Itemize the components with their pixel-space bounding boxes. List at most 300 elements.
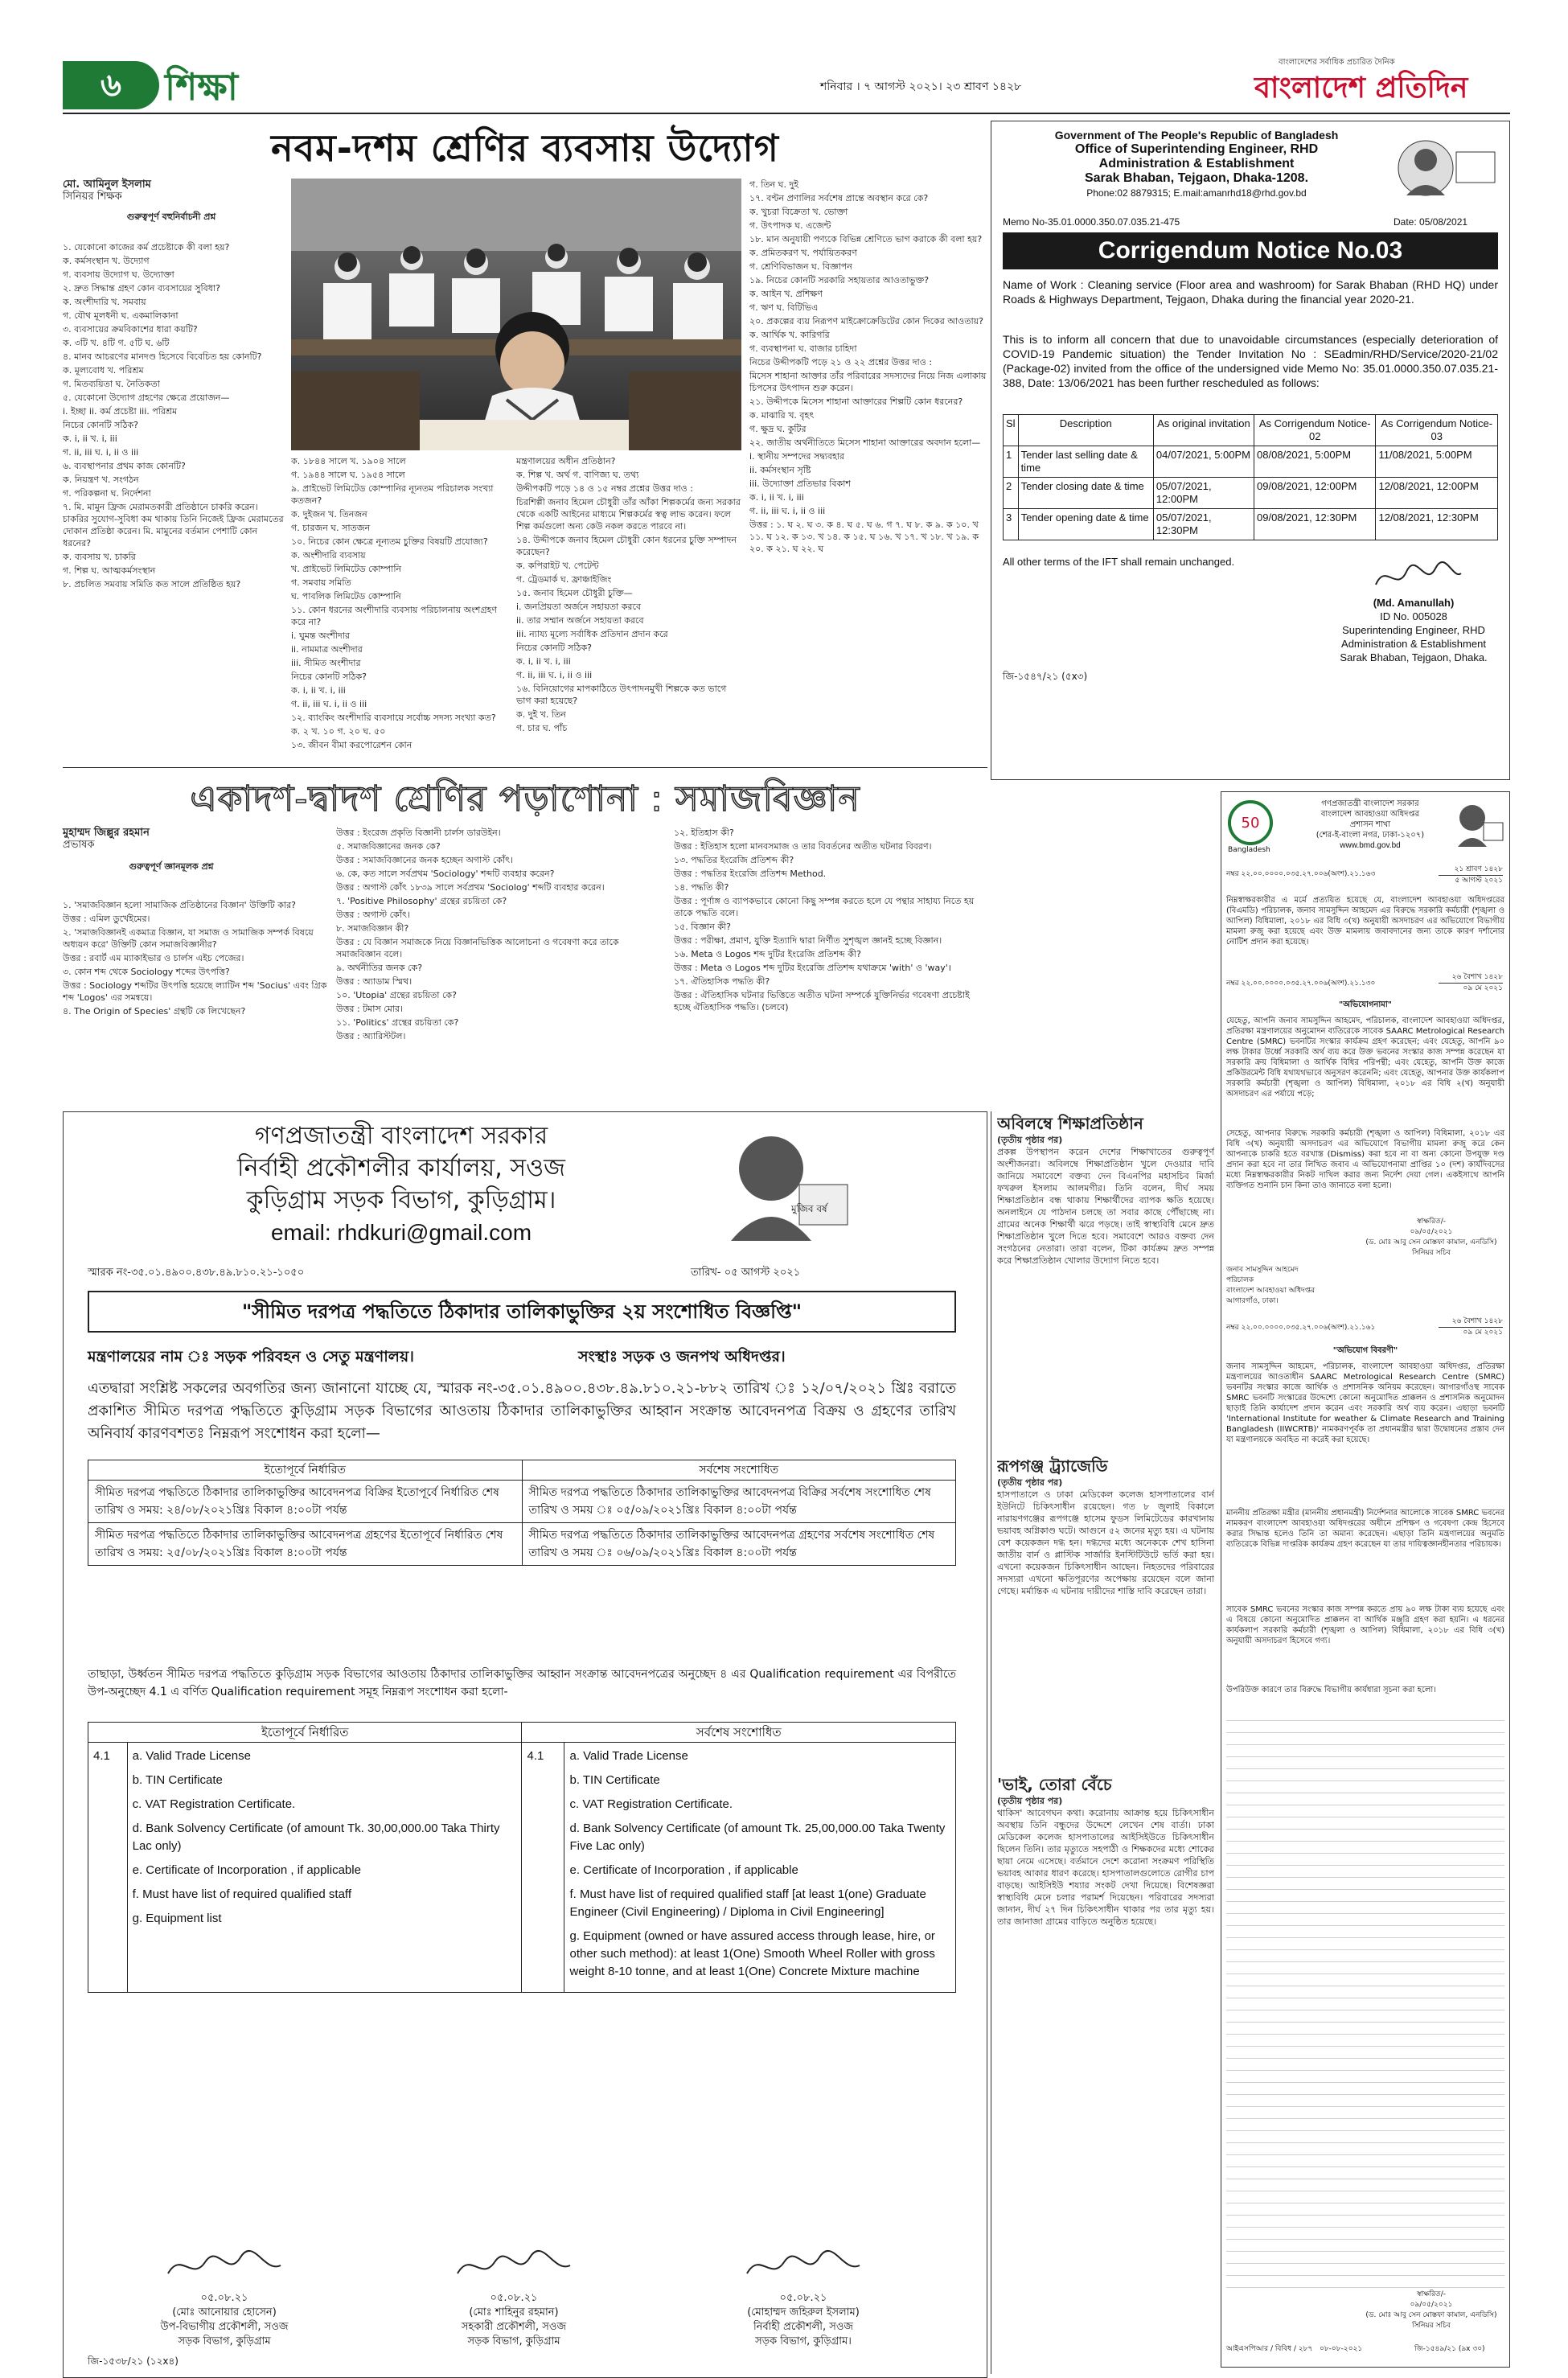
lesson1-col4-line: উত্তর : ১. ঘ ২. ঘ ৩. ক ৪. ঘ ৫. ঘ ৬. গ ৭. ঘ ৮. ক ৯. ক ১০. খ ১১. ঘ ১২. ক ১৩. খ ১৪. ক ১৫. ঘ ১৬. খ ১৭. খ ১৮. খ ১৯. ক ২০. ক ২১. ঘ ২২. ঘ bbox=[749, 520, 979, 554]
rhd-table-header: As original invitation bbox=[1153, 415, 1254, 446]
rhd-signer-id: ID No. 005028 bbox=[1380, 610, 1447, 622]
rhd-contact: Phone:02 8879315; E.mail:amanrhd18@rhd.gov.bd bbox=[1086, 187, 1307, 199]
lesson1-col1-line: ক. ব্যবসায় খ. চাকরি bbox=[63, 552, 136, 562]
meteo-memo2: নম্বর ২২.০০.০০০০.০৩৫.২৭.০০৬(অংশ).২১.১৩০ bbox=[1226, 980, 1376, 988]
signer-office: সড়ক বিভাগ, কুড়িগ্রাম। bbox=[755, 2335, 852, 2347]
lesson2-col3-line: ১৪. পদ্ধতি কী? bbox=[674, 882, 729, 893]
rhd-table-cell: Tender last selling date & time bbox=[1018, 446, 1153, 478]
lesson1-col1-line: ৮. প্রচলিত সমবায় সমিতি কত সালে প্রতিষ্ঠিত হয়? bbox=[63, 579, 241, 589]
page-number-badge: ৬ bbox=[63, 61, 159, 109]
lesson2-col2 bbox=[336, 827, 658, 1108]
rhd-schedule-table bbox=[1003, 414, 1498, 540]
rhd-table-header: Description bbox=[1018, 415, 1153, 446]
meteo-h2: বাংলাদেশ আবহাওয়া অধিদপ্তর bbox=[1320, 810, 1420, 819]
kurigram-memo: স্মারক নং-৩৫.০১.৪৯০০.৪৩৮.৪৯.৮১০.২১-১০৫০ bbox=[88, 1267, 305, 1279]
kurigram-h2: নির্বাহী প্রকৌশলীর কার্যালয়, সওজ bbox=[236, 1154, 565, 1182]
qualification-item: d. Bank Solvency Certificate (of amount Tk. 30,00,000.00 Taka Thirty Lac only) bbox=[132, 1821, 500, 1853]
lesson2-author: মুহাম্মদ জিল্লুর রহমান bbox=[63, 827, 150, 839]
t2-left-list bbox=[127, 1743, 522, 1993]
meteo-to3: বাংলাদেশ আবহাওয়া অধিদপ্তর bbox=[1226, 1287, 1316, 1295]
lesson2-col3-line: উত্তর : পূর্ণাঙ্গ ও ব্যাপকভাবে কোনো কিছু সম্পন্ন করতে হলে যে পন্থার সাহায্য নিতে হয় তাকে পদ্ধতি বলে। bbox=[674, 896, 975, 918]
mujib-borsho-logo bbox=[723, 1120, 852, 1241]
signer-name: (মোঃ আনোয়ার হোসেন) bbox=[172, 2306, 277, 2318]
lesson1-col1-line: ক. কর্মসংস্থান খ. উদ্যোগ bbox=[63, 256, 150, 266]
paper-tagline: বাংলাদেশের সর্বাধিক প্রচারিত দৈনিক bbox=[1279, 58, 1395, 67]
lesson1-col4-line: i. স্থানীয় সম্পদের সদ্ব্যবহার bbox=[749, 451, 845, 462]
news3-sub: (তৃতীয় পৃষ্ঠার পর) bbox=[997, 1796, 1063, 1806]
meteo-date3b: ০৯ মে ২০২১ bbox=[1463, 1329, 1503, 1337]
lesson1-col4-line: গ. ক্ষুদ্র ঘ. কুটির bbox=[749, 424, 807, 434]
meteo-sub2: "অভিযোগ বিবরণী" bbox=[1332, 1346, 1398, 1355]
mujib-borsho-label: মুজিব বর্ষ bbox=[791, 1203, 827, 1214]
qualification-item: f. Must have list of required qualified staff bbox=[132, 1887, 351, 1901]
rhd-table-row bbox=[1004, 509, 1498, 540]
lesson2-col2-line: উত্তর : সমাজবিজ্ঞানের জনক হচ্ছেন অগাস্ট কোঁৎ। bbox=[336, 855, 513, 865]
rhd-table-cell: 05/07/2021, 12:00PM bbox=[1153, 478, 1254, 509]
lesson1-col2-line: ১৩. জীবন বীমা করপোরেশন কোন bbox=[291, 740, 413, 750]
lesson2-col2-line: উত্তর : ইংরেজ প্রকৃতি বিজ্ঞানী চার্লস ডারউইন। bbox=[336, 828, 501, 838]
lesson1-col2-line: গ. চারজন ঘ. সাতজন bbox=[291, 523, 371, 533]
lesson1-col1-line: ক. মূল্যবোধ খ. পরিশ্রম bbox=[63, 365, 144, 376]
lesson1-col1-line: ৫. যেকোনো উদ্যোগ গ্রহণের ক্ষেত্রে প্রয়োজন— bbox=[63, 392, 230, 403]
lesson1-col1-line: গ. শিল্প ঘ. আত্মকর্মসংস্থান bbox=[63, 565, 156, 576]
meteo-para5: মাননীয় প্রতিরক্ষা মন্ত্রীর (মাননীয় প্রধানমন্ত্রী) নির্দেশনার আলোকে সাবেক SMRC ভবনের নামকরণ বাংলাদেশ আবহাওয়া অধিদপ্তরের অধীনে প্রশিক্ষণ ও গবেষণা কেন্দ্র হিসেবে করার সিদ্ধান্ত হলেও তিনি তা অমান্য করেছেন। এছাড়া তিনি মন্ত্রণালয়ের অনুমতি ব্যতিরেকে বিভিন্ন দাপ্তরিক কার্যক্রম গ্রহণ করেছেন যা তার দায়িত্বজ্ঞানহীনতার পরিচায়ক। bbox=[1226, 1509, 1504, 1549]
lesson1-col1-line: ক. ৩টি খ. ৪টি গ. ৫টি ঘ. ৬টি bbox=[63, 338, 170, 348]
meteo-memo1: নম্বর ২২.০০.০০০০.০৩৫.২৭.০০৬(অংশ).২১.১৬৩ bbox=[1226, 870, 1376, 878]
rhd-table-cell: 12/08/2021, 12:00PM bbox=[1376, 478, 1498, 509]
rhd-table-cell: 1 bbox=[1004, 446, 1019, 478]
lesson2-col1-line: ৪. The Origin of Species' গ্রন্থটি কে লিখেছেন? bbox=[63, 1006, 246, 1017]
lesson1-col2-line: ৯. প্রাইভেট লিমিটেড কোম্পানির ন্যূনতম পরিচালক সংখ্যা কতজন? bbox=[291, 483, 494, 506]
lesson1-col2-line: ক. ২ খ. ১০ গ. ২০ ঘ. ৫০ bbox=[291, 726, 386, 737]
meteo-sign1b: ০৯/০৫/২০২১ bbox=[1410, 1228, 1453, 1236]
news2-sub: (তৃতীয় পৃষ্ঠার পর) bbox=[997, 1477, 1063, 1488]
signature-scribble bbox=[739, 2246, 868, 2286]
lesson1-col2-line: i. ঘুমন্ত অংশীদার bbox=[291, 630, 350, 641]
rhd-address: Sarak Bhaban, Tejgaon, Dhaka-1208. bbox=[1084, 171, 1309, 185]
rhd-table-cell: 04/07/2021, 5:00PM bbox=[1153, 446, 1254, 478]
lesson1-col1-line: i. ইচ্ছা ii. কর্ম প্রচেষ্টা iii. পরিশ্রম bbox=[63, 406, 178, 417]
lesson2-designation: প্রভাষক bbox=[63, 839, 95, 851]
qualification-item: f. Must have list of required qualified staff [at least 1(one) Graduate Engineer (Civil Engineering) / Diploma in Civil Engineering] bbox=[569, 1887, 926, 1919]
lesson2-col2-line: উত্তর : টমাস মোর। bbox=[336, 1004, 403, 1014]
signer-date: ০৫.০৮.২১ bbox=[200, 2292, 248, 2304]
section-name: শিক্ষা bbox=[165, 65, 238, 109]
lesson1-col3-line: ১৬. বিনিয়োগের মাপকাঠিতে উৎপাদনমুখী শিল্পকে কত ভাগে ভাগ করা হয়েছে? bbox=[516, 684, 727, 706]
meteo-h4: (শের-ই-বাংলা নগর, ঢাকা-১২০৭) bbox=[1316, 831, 1425, 840]
lesson1-col4-line: ক. প্রমিতকরণ খ. পর্যায়িতকরণ bbox=[749, 248, 857, 258]
rhd-signature bbox=[1369, 556, 1466, 596]
lesson1-col2-line: ক. অংশীদারি ব্যবসায় bbox=[291, 550, 366, 561]
lesson1-bottom-rule bbox=[63, 767, 987, 768]
lesson1-col4-line: ক. আর্থিক খ. কারিগরি bbox=[749, 330, 830, 340]
signature-scribble bbox=[160, 2246, 289, 2286]
meteo-date1 bbox=[1439, 865, 1503, 886]
meteo-sign2c: (ড. মোঃ আবু সেন মোস্তফা কামাল, এনডিসি) bbox=[1365, 2311, 1497, 2319]
lesson1-col2-line: ঘ. পাবলিক লিমিটেড কোম্পানি bbox=[291, 591, 401, 602]
lesson2-col3-line: ১৫. বিজ্ঞান কী? bbox=[674, 922, 731, 932]
kurigram-para2: তাছাড়া, উর্ধ্বতন সীমিত দরপত্র পদ্ধতিতে কুড়িগ্রাম সড়ক বিভাগের আওতায় ঠিকাদার তালিকাভুক্তির আহ্বান সংক্রান্ত আবেদনপত্রের অনুচ্ছেদ ৪ এর Qualification requirement এর বিপরীতে উপ-অনুচ্ছেদ 4.1 এ বর্ণিত Qualification requirement সমূহ নিম্নরূপ সংশোধন করা হলো- bbox=[88, 1668, 956, 1698]
meteo-to bbox=[1226, 1265, 1315, 1307]
lesson1-col4-line: ১৮. মান অনুযায়ী পণ্যকে বিভিন্ন শ্রেণিতে ভাগ করাকে কী বলা হয়? bbox=[749, 234, 983, 244]
lesson1-col4-line: গ. ব্যবস্থাপনা ঘ. বাজার চাহিদা bbox=[749, 343, 857, 354]
qualification-item: a. Valid Trade License bbox=[569, 1749, 688, 1763]
kurigram-date: তারিখ- ০৫ আগস্ট ২০২১ bbox=[691, 1267, 801, 1279]
lesson2-col2-line: ৯. অর্থনীতির জনক কে? bbox=[336, 963, 423, 973]
rhd-office1: Office of Superintending Engineer, RHD bbox=[1074, 142, 1319, 156]
rhd-table-cell: Tender opening date & time bbox=[1018, 509, 1153, 540]
meteo-memo3: নম্বর ২২.০০.০০০০.০৩৫.২৭.০০৬(অংশ).২১.১৬১ bbox=[1226, 1324, 1376, 1332]
lesson2-col1-line: উত্তর : এমিল ডুর্খেইমের। bbox=[63, 914, 150, 924]
meteo-date1b: ৫ আগস্ট ২০২১ bbox=[1455, 877, 1503, 885]
news3-body: থাকিস' আবেগঘন কথা। করোনায় আক্রান্ত হয়ে চিকিৎসাধীন অবস্থায় তিনি বন্ধুদের উদ্দেশে লেখেন শেষ বার্তা। ঢাকা মেডিকেল কলেজ হাসপাতালের আইসিইউতে চিকিৎসাধীন ছিলেন তিনি। তার মৃত্যুতে সহপাঠী ও শিক্ষকদের মধ্যে শোকের ছায়া নেমে এসেছে। বর্তমানে দেশে করোনা সংক্রমণ পরিস্থিতি ভয়াবহ আকার ধারণ করেছে। হাসপাতালগুলোতে রোগীর চাপ বাড়ছে। আইসিইউ শয্যার সংকট দেখা দিয়েছে। বিশেষজ্ঞরা স্বাস্থ্যবিধি মেনে চলার পরামর্শ দিয়েছেন। পরিবারের সদস্যরা জানান, দীর্ঘ ২৭ দিন চিকিৎসাধীন থাকার পর তার মৃত্যু হয়। তার জানাজা গ্রামের বাড়িতে অনুষ্ঠিত হয়েছে। bbox=[997, 1808, 1214, 1927]
meteo-ref-1: আইএসপিআর / বিবিধ / ২৮৭ bbox=[1226, 2345, 1313, 2353]
qualification-item: c. VAT Registration Certificate. bbox=[569, 1797, 733, 1811]
t1-head-new: সর্বশেষ সংশোধিত bbox=[522, 1460, 956, 1481]
lesson1-col4-line: ২০. প্রকল্পের ব্যয় নিরূপণ মাইক্রোক্রেডিটের কোন দিকের আওতায়? bbox=[749, 316, 983, 327]
lesson1-col2-line: ক. দুইজন খ. তিনজন bbox=[291, 509, 367, 520]
rhd-header bbox=[1024, 128, 1369, 200]
lesson1-col1-line: গ. ii, iii ঘ. i, ii ও iii bbox=[63, 447, 139, 458]
lesson1-col1-line: ক. নিয়ন্ত্রণ খ. সংগঠন bbox=[63, 474, 139, 485]
signer-office: সড়ক বিভাগ, কুড়িগ্রাম bbox=[467, 2335, 560, 2347]
meteo-date1a: ২১ শ্রাবণ ১৪২৮ bbox=[1439, 865, 1503, 876]
lesson1-col1-line: নিচের কোনটি সঠিক? bbox=[63, 420, 138, 430]
lesson2-author-block bbox=[63, 827, 280, 873]
rhd-ref: জি-১৫৪৭/২১ (৫x৩) bbox=[1003, 671, 1088, 682]
meteo-body-text-lines bbox=[1226, 1709, 1504, 2288]
lesson2-col2-line: ১০. 'Utopia' গ্রন্থের রচয়িতা কে? bbox=[336, 990, 457, 1000]
meteo-para7: উপরিউক্ত কারণে তার বিরুদ্ধে বিভাগীয় কার্যধারা সূচনা করা হলো। bbox=[1226, 1686, 1436, 1694]
lesson1-col1-line: ১. যেকোনো কাজের কর্ম প্রচেষ্টাকে কী বলা হয়? bbox=[63, 242, 230, 253]
exam-hall-photo bbox=[291, 179, 741, 450]
rhd-table-cell: 09/08/2021, 12:00PM bbox=[1254, 478, 1376, 509]
lesson1-col4 bbox=[749, 179, 987, 766]
meteo-sub1: "অভিযোগনামা" bbox=[1339, 1000, 1392, 1009]
lesson1-col1-line: ক. i, ii খ. i, iii bbox=[63, 433, 117, 444]
lesson1-col4-line: গ. তিন ঘ. দুই bbox=[749, 179, 798, 190]
rhd-title: Corrigendum Notice No.03 bbox=[1003, 232, 1498, 269]
qualification-item: b. TIN Certificate bbox=[569, 1773, 660, 1787]
rhd-table-row bbox=[1004, 478, 1498, 509]
lesson1-col2-line: ১০. নিচের কোন ক্ষেত্রে নূন্যতম চুক্তির বিষয়টি প্রযোজ্য? bbox=[291, 536, 488, 547]
lesson1-col3-line: ক. i, ii খ. i, iii bbox=[516, 656, 571, 667]
kurigram-signers bbox=[88, 2246, 956, 2351]
lesson1-title: নবম-দশম শ্রেণির ব্যবসায় উদ্যোগ bbox=[271, 126, 779, 170]
news3-title: 'ভাই, তোরা বেঁচে bbox=[997, 1775, 1112, 1794]
signer-name: (মোহাম্মদ জহিরুল ইসলাম) bbox=[747, 2306, 860, 2318]
signer-block bbox=[88, 2246, 361, 2349]
t1-r1-prev: সীমিত দরপত্র পদ্ধতিতে ঠিকাদার তালিকাভুক্তির আবেদনপত্র বিক্রির ইতোপূর্বে নির্ধারিত শেষ তারিখ ও সময়: ২৪/০৮/২০২১খ্রিঃ বিকাল ৪:০০টা পর্যন্ত bbox=[88, 1481, 523, 1523]
rhd-corrigendum-notice bbox=[991, 121, 1510, 780]
qualification-item: e. Certificate of Incorporation , if applicable bbox=[132, 1863, 361, 1877]
lesson2-col3-line: ১৭. ঐতিহাসিক পদ্ধতি কী? bbox=[674, 976, 770, 987]
lesson1-col1 bbox=[63, 241, 284, 764]
lesson2-col2-line: উত্তর : অগাস্ট কোঁৎ। bbox=[336, 910, 410, 920]
lesson1-col2-line: ক. i, ii খ. i, iii bbox=[291, 685, 346, 696]
lesson1-col1-line: গ. পরিকল্পনা ঘ. নির্দেশনা bbox=[63, 488, 151, 499]
lesson2-col3-line: উত্তর : ঐতিহাসিক ঘটনার ভিত্তিতে অতীত ঘটনা সম্পর্কে যুক্তিনির্ভর গবেষণা প্রচেষ্টাই হচ্ছে ঐতিহাসিক পদ্ধতি। (চলবে) bbox=[674, 990, 970, 1012]
lesson2-col3-line: উত্তর : পদ্ধতির ইংরেজি প্রতিশব্দ Method. bbox=[674, 869, 827, 879]
signer-date: ০৫.০৮.২১ bbox=[779, 2292, 827, 2304]
lesson1-col3-line: উদ্দীপকটি পড়ে ১৪ ও ১৫ নম্বর প্রশ্নের উত্তর দাও : bbox=[516, 483, 693, 494]
lesson1-col1-line: ৩. ব্যবসায়ের ক্রমবিকাশের ধারা কয়টি? bbox=[63, 324, 198, 335]
lesson1-col3-line: ক. দুই খ. তিন bbox=[516, 709, 566, 720]
signature-scribble bbox=[449, 2246, 578, 2286]
kurigram-ref: জি-১৫৩৮/২১ (১২x৪) bbox=[88, 2355, 179, 2367]
meteo-sign1a: স্বাক্ষরিত/- bbox=[1417, 1218, 1446, 1226]
lesson1-col4-line: ক. আইন খ. প্রশিক্ষণ bbox=[749, 289, 823, 299]
lesson2-col2-line: উত্তর : যে বিজ্ঞান সমাজকে নিয়ে বিজ্ঞানভিত্তিক আলোচনা ও গবেষণা করে তাকে সমাজবিজ্ঞান বলে। bbox=[336, 937, 619, 959]
meteo-h1: গণপ্রজাতন্ত্রী বাংলাদেশ সরকার bbox=[1321, 799, 1419, 808]
lesson1-col3-line: i. জনপ্রিয়তা অর্জনে সহায়তা করবে bbox=[516, 602, 642, 612]
lesson1-col4-line: গ. ii, iii ঘ. i, ii ও iii bbox=[749, 506, 826, 516]
rhd-signer-title1: Superintending Engineer, RHD bbox=[1342, 624, 1485, 636]
lesson2-col1-line: উত্তর : Sociology শব্দটির উৎপত্তি হয়েছে ল্যাটিন শব্দ 'Socius' এবং গ্রিক শব্দ 'Logos' এর সমন্বয়ে। bbox=[63, 980, 327, 1003]
lesson2-col2-line: ৮. সমাজবিজ্ঞান কী? bbox=[336, 923, 409, 934]
lesson1-col1-line: গ. ব্যবসায় উদ্যোগ ঘ. উদ্যোক্তা bbox=[63, 269, 174, 280]
kurigram-title: "সীমিত দরপত্র পদ্ধতিতে ঠিকাদার তালিকাভুক্তির ২য় সংশোধিত বিজ্ঞপ্তি" bbox=[88, 1291, 956, 1333]
qualification-item: g. Equipment (owned or have assured access through lease, hire, or other such method): at least 1(One) Smooth Wheel Roller with gross weight 8-10 tonne, and at least 1(One) Concrete Mixture machine bbox=[569, 1929, 935, 1978]
kurigram-h3: কুড়িগ্রাম সড়ক বিভাগ, কুড়িগ্রাম। bbox=[246, 1186, 556, 1214]
rhd-signer-addr: Sarak Bhaban, Tejgaon, Dhaka. bbox=[1340, 651, 1488, 663]
masthead-rule bbox=[63, 113, 1510, 114]
t2-right-list bbox=[564, 1743, 956, 1993]
lesson1-col3-line: মন্ত্রণালয়ের অধীন প্রতিষ্ঠান? bbox=[516, 456, 616, 466]
rhd-table-cell: 08/08/2021, 5:00PM bbox=[1254, 446, 1376, 478]
rhd-table-cell: 2 bbox=[1004, 478, 1019, 509]
lesson2-col3-line: ১৬. Meta ও Logos শব্দ দুটির ইংরেজি প্রতিশব্দ কী? bbox=[674, 949, 861, 959]
rhd-work: Name of Work : Cleaning service (Floor area and washroom) for Sarak Bhaban (RHD HQ) under Roads & Highways Department, Tejgaon, Dhaka during the financial year 2020-21. bbox=[1003, 278, 1498, 306]
meteo-ref bbox=[1226, 2344, 1362, 2355]
rhd-table-cell: 09/08/2021, 12:30PM bbox=[1254, 509, 1376, 540]
lesson1-col2 bbox=[291, 455, 508, 765]
news2-title: রূপগঞ্জ ট্র্যাজেডি bbox=[997, 1456, 1108, 1476]
rhd-table-cell: 3 bbox=[1004, 509, 1019, 540]
lesson1-col1-line: ২. দ্রুত সিদ্ধান্ত গ্রহণ কোন ব্যবসায়ের সুবিধা? bbox=[63, 283, 220, 294]
lesson1-col2-line: ii. নামমাত্র অংশীদার bbox=[291, 644, 363, 655]
meteo-to4: আগারগাঁও, ঢাকা। bbox=[1226, 1297, 1279, 1305]
lesson1-col3-line: iii. ন্যায্য মূল্যে সর্বাধিক প্রতিদান প্রদান করে bbox=[516, 629, 668, 639]
meteo-header bbox=[1294, 799, 1447, 851]
qualification-item: g. Equipment list bbox=[132, 1912, 222, 1925]
lesson1-col4-line: গ. শ্রেণিবিভাজন ঘ. বিজ্ঞাপন bbox=[749, 261, 852, 272]
lesson1-col4-line: ১৭. বণ্টন প্রণালির সর্বশেষ প্রান্তে অবস্থান করে কে? bbox=[749, 193, 929, 203]
news1-sub: (তৃতীয় পৃষ্ঠার পর) bbox=[997, 1135, 1063, 1145]
rhd-table-cell: 12/08/2021, 12:30PM bbox=[1376, 509, 1498, 540]
rhd-signer-title2: Administration & Establishment bbox=[1341, 638, 1486, 650]
lesson2-col1 bbox=[63, 899, 328, 1108]
rhd-memo: Memo No-35.01.0000.350.07.035.21-475 bbox=[1003, 216, 1180, 228]
lesson1-col3-line: চিরশিল্পী জনাব হিমেল চৌধুরী তাঁর আঁকা শিল্পকর্মের জন্য সরকার থেকে একটি আইনের মাধ্যমে শিল্পকর্মের স্বত্ব লাভ করেন। ফলে শিল্প কর্মগুলো অন্য কেউ নকল করতে পারবে না। bbox=[516, 497, 741, 532]
signer-date: ০৫.০৮.২১ bbox=[490, 2292, 538, 2304]
lesson2-col3-line: উত্তর : পরীক্ষা, প্রমাণ, যুক্তি ইত্যাদি দ্বারা নির্ণীত সুশৃঙ্খল জ্ঞানই হচ্ছে বিজ্ঞান। bbox=[674, 935, 942, 946]
meteo-date3 bbox=[1439, 1316, 1503, 1338]
t1-r2-new: সীমিত দরপত্র পদ্ধতিতে ঠিকাদার তালিকাভুক্তির আবেদনপত্র গ্রহণের সর্বশেষ সংশোধিত শেষ তারিখ ও সময় ঃ ০৬/০৯/২০২১খ্রিঃ বিকাল ৪:০০টা পর্যন্ত bbox=[522, 1523, 956, 1566]
t1-head-prev: ইতোপূর্বে নির্ধারিত bbox=[88, 1460, 523, 1481]
lesson1-author: মো. আমিনুল ইসলাম bbox=[63, 179, 151, 191]
rhd-table-cell: 05/07/2021, 12:30PM bbox=[1153, 509, 1254, 540]
lesson1-col4-line: গ. উৎপাদক ঘ. এজেন্ট bbox=[749, 220, 831, 231]
lesson1-col4-line: ক. খুচরা বিক্রেতা খ. ভোক্তা bbox=[749, 207, 848, 217]
rhd-table-header: As Corrigendum Notice-02 bbox=[1254, 415, 1376, 446]
lesson2-col1-line: ১. 'সমাজবিজ্ঞান হলো সামাজিক প্রতিষ্ঠানের বিজ্ঞান' উক্তিটি কার? bbox=[63, 900, 297, 910]
lesson2-col3-line: ১২. ইতিহাস কী? bbox=[674, 828, 734, 838]
lesson1-col2-line: গ. সমবায় সমিতি bbox=[291, 577, 351, 588]
lesson1-col4-line: ১৯. নিচের কোনটি সরকারি সহায়তার আওতাভুক্ত? bbox=[749, 275, 930, 285]
exam-hall-illustration bbox=[291, 179, 741, 450]
qualification-item: a. Valid Trade License bbox=[132, 1749, 251, 1763]
lesson1-col3-line: ক. কপিরাইট খ. পেটেন্ট bbox=[516, 561, 599, 571]
news-story-1 bbox=[997, 1113, 1214, 1451]
meteo-date2 bbox=[1439, 972, 1503, 994]
rhd-table-cell: 11/08/2021, 5:00PM bbox=[1376, 446, 1498, 478]
rhd-table-cell: Tender closing date & time bbox=[1018, 478, 1153, 509]
lesson1-col3-line: ii. তার সম্মান অর্জনে সহায়তা করবে bbox=[516, 615, 644, 626]
lesson2-col2-line: ৬. কে, কত সালে সর্বপ্রথম 'Sociology' শব্দটি ব্যবহার করেন? bbox=[336, 869, 555, 879]
lesson1-col3-line: গ. চার ঘ. পাঁচ bbox=[516, 723, 568, 733]
meteo-date3a: ২৬ বৈশাখ ১৪২৮ bbox=[1439, 1316, 1503, 1328]
meteo-logo-left bbox=[1226, 799, 1291, 847]
signer-title: নির্বাহী প্রকৌশলী, সওজ bbox=[753, 2321, 854, 2333]
kurigram-email: email: rhdkuri@gmail.com bbox=[270, 1220, 532, 1245]
rhd-date: Date: 05/08/2021 bbox=[1394, 216, 1468, 228]
meteo-sign1d: সিনিয়র সচিব bbox=[1412, 1249, 1451, 1257]
meteo-sign1 bbox=[1358, 1217, 1504, 1259]
meteo-sign2a: স্বাক্ষরিত/- bbox=[1417, 2290, 1446, 2298]
t1-r1-new: সীমিত দরপত্র পদ্ধতিতে ঠিকাদার তালিকাভুক্তির আবেদনপত্র বিক্রির সর্বশেষ সংশোধিত শেষ তারিখ ও সময় ঃ ০৫/০৯/২০২১খ্রিঃ বিকাল ৪:০০টা পর্যন্ত bbox=[522, 1481, 956, 1523]
lesson2-col2-line: উত্তর : অ্যাডাম স্মিথ। bbox=[336, 976, 413, 987]
lesson1-col2-line: ক. ১৮৪৪ সালে খ. ১৯০৪ সালে bbox=[291, 456, 406, 466]
rhd-body: This is to inform all concern that due to unavoidable circumstances (especially deterioration of COVID-19 Pandemic situation) the Tender Invitation No : SEadmin/RHD/Service/2020-21/02 (Package-02) invited from the office of the undersigned vide Memo No: 35.01.0000.350.07.035.21-388, Date: 13/06/2021 has been further rescheduled as follows: bbox=[1003, 333, 1498, 389]
lesson1-col2-line: গ. ii, iii ঘ. i, ii ও iii bbox=[291, 699, 367, 709]
news2-body: হাসপাতালে ও ঢাকা মেডিকেল কলেজ হাসপাতালের বার্ন ইউনিটে চিকিৎসাধীন রয়েছেন। গত ৮ জুলাই বিকালে নারায়ণগঞ্জের রূপগঞ্জে হাসেম ফুডস লিমিটেডের কারখানায় ভয়াবহ অগ্নিকাণ্ড ঘটে। আগুনে ৫২ জনের মৃত্যু হয়। এ ঘটনায় বেশ কয়েকজন দগ্ধ হন। দগ্ধদের মধ্যে অনেককে শেখ হাসিনা জাতীয় বার্ন ও প্লাস্টিক সার্জারি ইনস্টিটিউটে ভর্তি করা হয়। এখনো কয়েকজন চিকিৎসাধীন আছেন। নিহতদের পরিবারের সদস্যরা এখনো ক্ষতিপূরণের অপেক্ষায় রয়েছেন বলে জানা গেছে। মর্মান্তিক এ ঘটনায় দায়ীদের শাস্তি দাবি করেছেন তারা। bbox=[997, 1489, 1214, 1596]
kurigram-h1: গণপ্রজাতন্ত্রী বাংলাদেশ সরকার bbox=[254, 1122, 548, 1150]
lesson1-col1-line: ৭. মি. মামুন ফ্রিজ মেরামতকারী প্রতিষ্ঠানে চাকরি করেন। চাকরির সুযোগ-সুবিধা কম থাকায় তিনি নিজেই ফ্রিজ মেরামতের দোকান প্রতিষ্ঠা করেন। মি. মামুনের বর্তমান পেশাটি কোন ধরনের? bbox=[63, 502, 284, 548]
lesson1-col4-line: মিসেস শাহানা আক্তার তাঁর পরিবারের সদস্যদের নিয়ে নিজ এলাকায় চিপসের উৎপাদন শুরু করেন। bbox=[749, 371, 987, 393]
meteo-sign2d: সিনিয়র সচিব bbox=[1412, 2322, 1451, 2330]
lesson2-col3-line: উত্তর : ইতিহাস হলো মানবসমাজ ও তার বিবর্তনের অতীত ঘটনার বিবরণ। bbox=[674, 841, 932, 852]
meteo-notice bbox=[1221, 791, 1510, 2368]
signer-name: (মোঃ শাহিনুর রহমান) bbox=[469, 2306, 559, 2318]
signer-block bbox=[667, 2246, 940, 2349]
lesson1-col2-line: ১২. ব্যাংকিং অংশীদারি ব্যবসায়ে সর্বোচ্চ সদস্য সংখ্যা কত? bbox=[291, 713, 496, 723]
lesson1-col1-line: ৬. ব্যবস্থাপনার প্রথম কাজ কোনটি? bbox=[63, 461, 186, 471]
news1-title: অবিলম্বে শিক্ষাপ্রতিষ্ঠান bbox=[997, 1114, 1143, 1133]
meteo-para1: নিম্নস্বাক্ষরকারীর এ মর্মে প্রত্যয়িত হয়েছে যে, বাংলাদেশ আবহাওয়া অধিদপ্তরের (বিএমডি) পরিচালক, জনাব সামসুদ্দিন আহমেদ এর বিরুদ্ধে সরকারি কর্মচারী (শৃঙ্খলা ও আপিল) বিধিমালা, ২০১৮ এর বিধি ৩(খ) অনুযায়ী অসদাচরণ এর অভিযোগে বিভাগীয় মামলা রুজু করা হয়েছে এবং উক্ত মামলায় জবাবদানের জন্য তাকে কারণ দর্শানোর নোটিশ প্রদান করা হয়েছে। bbox=[1226, 896, 1504, 947]
meteo-para3: সেহেতু, আপনার বিরুদ্ধে সরকারি কর্মচারী (শৃঙ্খলা ও আপিল) বিধিমালা, ২০১৮ এর বিধি ৩(খ) অনুযায়ী অসদাচরণ এর অভিযোগে বিভাগীয় মামলা রুজু করে কেন আপনাকে চাকরি হতে বরখাস্ত (Dismiss) করা হবে না বা অন্য কোনো উপযুক্ত দণ্ড প্রদান করা হবে না তার লিখিত জবাব এ অভিযোগনামা প্রাপ্তির ১০ (দশ) কার্যদিবসের মধ্যে নিম্নস্বাক্ষরকারীর নিকট দাখিল করার জন্য নির্দেশ দেয়া গেল। একইসাথে আপনি ব্যক্তিগত শুনানি চান কিনা তাও জানাতে বলা হলো। bbox=[1226, 1129, 1504, 1190]
lesson2-col2-line: উত্তর : অগাস্ট কোঁৎ ১৮৩৯ সালে সর্বপ্রথম 'Sociolog' শব্দটি ব্যবহার করেন। bbox=[336, 882, 605, 893]
kurigram-tender-notice bbox=[63, 1111, 987, 2378]
kurigram-header bbox=[96, 1120, 707, 1249]
lesson2-col1-line: উত্তর : রবার্ট এম ম্যাকাইভার ও চার্লস এইচ পেজের। bbox=[63, 953, 244, 963]
lesson1-col2-line: খ. প্রাইভেট লিমিটেড কোম্পানি bbox=[291, 564, 402, 574]
kurigram-intro: এতদ্বারা সংশ্লিষ্ট সকলের অবগতির জন্য জানানো যাচ্ছে যে, স্মারক নং-৩৫.০১.৪৯০০.৪৩৮.৪৯.৮১০.২১-৮৮২ তারিখ ঃ ১২/০৭/২০২১ খ্রিঃ বরাতে প্রকাশিত সীমিত দরপত্র পদ্ধতিতে কুড়িগ্রাম সড়ক বিভাগের আওতায় ঠিকাদার তালিকাভুক্তির আহ্বান সংক্রান্ত আবেদনপত্র বিক্রয় ও গ্রহণের তারিখ অনিবার্য কারণবশতঃ নিম্নরূপ সংশোধন করা হলো— bbox=[88, 1380, 956, 1442]
rhd-gov: Government of The People's Republic of Bangladesh bbox=[1054, 129, 1339, 142]
lesson1-col3 bbox=[516, 455, 741, 765]
lesson1-col4-line: ii. কর্মসংস্থান সৃষ্টি bbox=[749, 465, 811, 475]
rhd-footer-note: All other terms of the IFT shall remain unchanged. bbox=[1003, 556, 1235, 568]
signer-title: সহকারী প্রকৌশলী, সওজ bbox=[461, 2321, 567, 2333]
news1-body: প্রকল্প উপস্থাপন করেন দেশের শিক্ষাখাতের গুরুত্বপূর্ণ অংশীজনরা। অবিলম্বে শিক্ষাপ্রতিষ্ঠান খুলে দেওয়ার দাবি জানিয়ে সমাবেশে বক্তব্য দেন বিএনপির মহাসচিব মির্জা ফখরুল ইসলাম আলমগীর। তিনি বলেন, দীর্ঘ সময় শিক্ষাপ্রতিষ্ঠান বন্ধ থাকায় শিক্ষার্থীদের ব্যাপক ক্ষতি হয়েছে। অনলাইনে যে পাঠদান চলছে তা সবার কাছে পৌঁছাচ্ছে না। গ্রামের অনেক শিক্ষার্থী ঝরে পড়ছে। তাই স্বাস্থ্যবিধি মেনে দ্রুত শিক্ষাপ্রতিষ্ঠান খুলে দিতে হবে। সমাবেশে আরও বক্তব্য দেন সংগঠনের নেতারা। তারা বলেন, টিকা কার্যক্রম দ্রুত সম্পন্ন করে শিক্ষাপ্রতিষ্ঠান খোলার উদ্যোগ নিতে হবে। bbox=[997, 1147, 1214, 1266]
lesson1-col4-line: ক. i, ii খ. i, iii bbox=[749, 492, 804, 503]
meteo-to1: জনাব সামসুদ্দিন আহমেদ bbox=[1226, 1266, 1299, 1274]
lesson2-col3-line: ১৩. পদ্ধতির ইংরেজি প্রতিশব্দ কী? bbox=[674, 855, 794, 865]
lesson1-col3-line: গ. ট্রেডমার্ক ঘ. ফ্রাঞ্চাইজিং bbox=[516, 574, 612, 585]
meteo-date2b: ০৯ মে ২০২১ bbox=[1463, 984, 1503, 992]
meteo-to2: পরিচালক bbox=[1226, 1276, 1254, 1284]
meteo-ref-2: ০৮-০৮-২০২১ bbox=[1319, 2345, 1363, 2353]
lesson1-col2-line: নিচের কোনটি সঠিক? bbox=[291, 672, 367, 682]
signer-title: উপ-বিভাগীয় প্রকৌশলী, সওজ bbox=[160, 2321, 289, 2333]
lesson2-col2-line: উত্তর : অ্যারিস্টটল। bbox=[336, 1031, 406, 1041]
issue-date: শনিবার । ৭ আগস্ট ২০২১। ২৩ শ্রাবণ ১৪২৮ bbox=[820, 80, 1022, 93]
qualification-item: d. Bank Solvency Certificate (of amount Tk. 25,00,000.00 Taka Twenty Five Lac only) bbox=[569, 1821, 946, 1853]
news-story-3 bbox=[997, 1774, 1214, 2369]
qualification-item: b. TIN Certificate bbox=[132, 1773, 223, 1787]
meteo-web: www.bmd.gov.bd bbox=[1340, 841, 1401, 850]
lesson1-col4-line: গ. ঋণ ঘ. বিটিভিএ bbox=[749, 302, 819, 313]
kurigram-date-table bbox=[88, 1460, 956, 1566]
lesson1-col2-line: iii. সীমিত অংশীদার bbox=[291, 658, 361, 668]
svg-text:50: 50 bbox=[1241, 815, 1260, 832]
paper-name: বাংলাদেশ প্রতিদিন bbox=[1254, 72, 1468, 105]
kurigram-ministry: মন্ত্রণালয়ের নাম ঃ সড়ক পরিবহন ও সেতু মন্ত্রণালয়। bbox=[88, 1348, 414, 1366]
meteo-h3: প্রশাসন শাখা bbox=[1349, 820, 1391, 829]
signer-block bbox=[377, 2246, 651, 2349]
meteo-date2a: ২৬ বৈশাখ ১৪২৮ bbox=[1439, 972, 1503, 984]
meteo-sign1c: (ড. মোঃ আবু সেন মোস্তফা কামাল, এনডিসি) bbox=[1365, 1238, 1497, 1246]
lesson2-col2-line: ৭. 'Positive Philosophy' গ্রন্থের রচয়িতা কে? bbox=[336, 896, 507, 906]
rhd-signer bbox=[1329, 596, 1498, 664]
t2-num-prev: 4.1 bbox=[88, 1743, 128, 1993]
meteo-para6: সাবেক SMRC ভবনের সংস্কার কাজ সম্পন্ন করতে প্রায় ৯০ লক্ষ টাকা ব্যয় হয়েছে এবং এ বিষয়ে কোনো অনুমোদিত প্রাক্কলন বা আর্থিক মঞ্জুরি গ্রহণ করা হয়নি। এ ধরনের কার্যকলাপ সরকারি কর্মচারী (শৃঙ্খলা ও আপিল) বিধিমালা, ২০১৮ এর বিধি ৩(খ) অনুযায়ী অসদাচরণ হিসেবে গণ্য। bbox=[1226, 1605, 1504, 1645]
lesson2-col2-line: ৫. সমাজবিজ্ঞানের জনক কে? bbox=[336, 841, 441, 852]
lesson1-col2-line: গ. ১৯৪৪ সালে ঘ. ১৯৫৪ সালে bbox=[291, 470, 405, 480]
lesson1-col3-line: নিচের কোনটি সঠিক? bbox=[516, 643, 592, 653]
t2-head-prev: ইতোপূর্বে নির্ধারিত bbox=[88, 1723, 522, 1743]
qualification-item: c. VAT Registration Certificate. bbox=[132, 1797, 296, 1811]
lesson1-col4-line: ২২. জাতীয় অর্থনীতিতে মিসেস শাহানা আক্তারের অবদান হলো— bbox=[749, 437, 981, 448]
lesson1-col1-line: ক. অংশীদারি খ. সমবায় bbox=[63, 297, 146, 307]
lesson1-col1-line: ৪. মানব আচরণের মানদণ্ড হিসেবে বিবেচিত হয় কোনটি? bbox=[63, 351, 262, 362]
lesson2-col1-line: ২. 'সমাজবিজ্ঞানই একমাত্র বিজ্ঞান, যা সমাজ ও সামাজিক সম্পর্ক বিষয়ে অধ্যয়ন করে' উক্তিটি কোন সমাজবিজ্ঞানীর? bbox=[63, 927, 314, 950]
meteo-sign2 bbox=[1358, 2290, 1504, 2331]
meteo-ref3: জি-১৫৪৯/২১ (৯x ৩০) bbox=[1414, 2345, 1485, 2353]
lesson1-col4-line: iii. উদ্যোক্তা প্রতিভার বিকাশ bbox=[749, 478, 851, 489]
meteo-logo-right bbox=[1455, 799, 1504, 847]
t1-r2-prev: সীমিত দরপত্র পদ্ধতিতে ঠিকাদার তালিকাভুক্তির আবেদনপত্র গ্রহণের ইতোপূর্বে নির্ধারিত শেষ তারিখ ও সময়: ২৫/০৮/২০২১খ্রিঃ বিকাল ৪:০০টা পর্যন্ত bbox=[88, 1523, 523, 1566]
lesson2-title: একাদশ-দ্বাদশ শ্রেণির পড়াশোনা : সমাজবিজ্ঞান bbox=[190, 778, 860, 819]
lesson1-col3-line: ১৪. উদ্দীপকে জনাব হিমেল চৌধুরী কোন ধরনের চুক্তি সম্পাদন করেছেন? bbox=[516, 535, 737, 557]
lesson2-col3 bbox=[674, 827, 987, 1108]
rhd-table-header: Sl bbox=[1004, 415, 1019, 446]
qualification-item: e. Certificate of Incorporation , if applicable bbox=[569, 1863, 798, 1877]
lesson2-col1-line: ৩. কোন শব্দ থেকে Sociology শব্দের উৎপত্তি? bbox=[63, 967, 230, 977]
meteo-para4: জনাব সামসুদ্দিন আহমেদ, পরিচালক, বাংলাদেশ আবহাওয়া অধিদপ্তর, প্রতিরক্ষা মন্ত্রণালয়ের আওতাধীন SAARC Metrological Research Centre (SMRC) ভবনটির সংস্কার কাজে আর্থিক ও প্রশাসনিক অনিয়ম করেছেন। আগারগাঁওস্থ সাবেক SMRC ভবনটি সংস্কারের উদ্দেশ্যে কোনো অনুমোদিত প্রাক্কলন ও প্রশাসনিক অনুমোদন ছাড়াই তিনি কার্যাদেশ প্রদান করেন এবং সরকারি অর্থ ব্যয় করেন। এছাড়া ভবনটি 'International Institute for weather & Climate Research and Training Bangladesh (IIWCRTB)' নামকরণপূর্বক তা প্রধানমন্ত্রীর দ্বারা উদ্বোধনের প্রস্তাব দেন যা মন্ত্রণালয়কে অবহিত না করেই করা হয়েছে। bbox=[1226, 1362, 1504, 1444]
lesson1-heading: গুরুত্বপূর্ণ বহুনির্বাচনী প্রশ্ন bbox=[126, 212, 216, 222]
rhd-signer-name: (Md. Amanullah) bbox=[1373, 597, 1455, 609]
t2-head-new: সর্বশেষ সংশোধিত bbox=[522, 1723, 956, 1743]
lesson1-col3-line: ক. শিল্প খ. অর্থ গ. বাণিজ্য ঘ. তথ্য bbox=[516, 470, 639, 480]
news-story-2 bbox=[997, 1456, 1214, 1769]
lesson1-designation: সিনিয়র শিক্ষক bbox=[63, 191, 122, 203]
lesson1-col4-line: ক. মাঝারি খ. বৃহৎ bbox=[749, 410, 815, 421]
kurigram-agency: সংস্থাঃ সড়ক ও জনপথ অধিদপ্তর। bbox=[578, 1348, 786, 1366]
lesson1-col3-line: ১৫. জনাব হিমেল চৌধুরী চুক্তি— bbox=[516, 588, 633, 598]
rhd-table-row bbox=[1004, 446, 1498, 478]
lesson2-col3-line: উত্তর : Meta ও Logos শব্দ দুটির ইংরেজি প্রতিশব্দ যথাক্রমে 'with' ও 'way'। bbox=[674, 963, 951, 973]
